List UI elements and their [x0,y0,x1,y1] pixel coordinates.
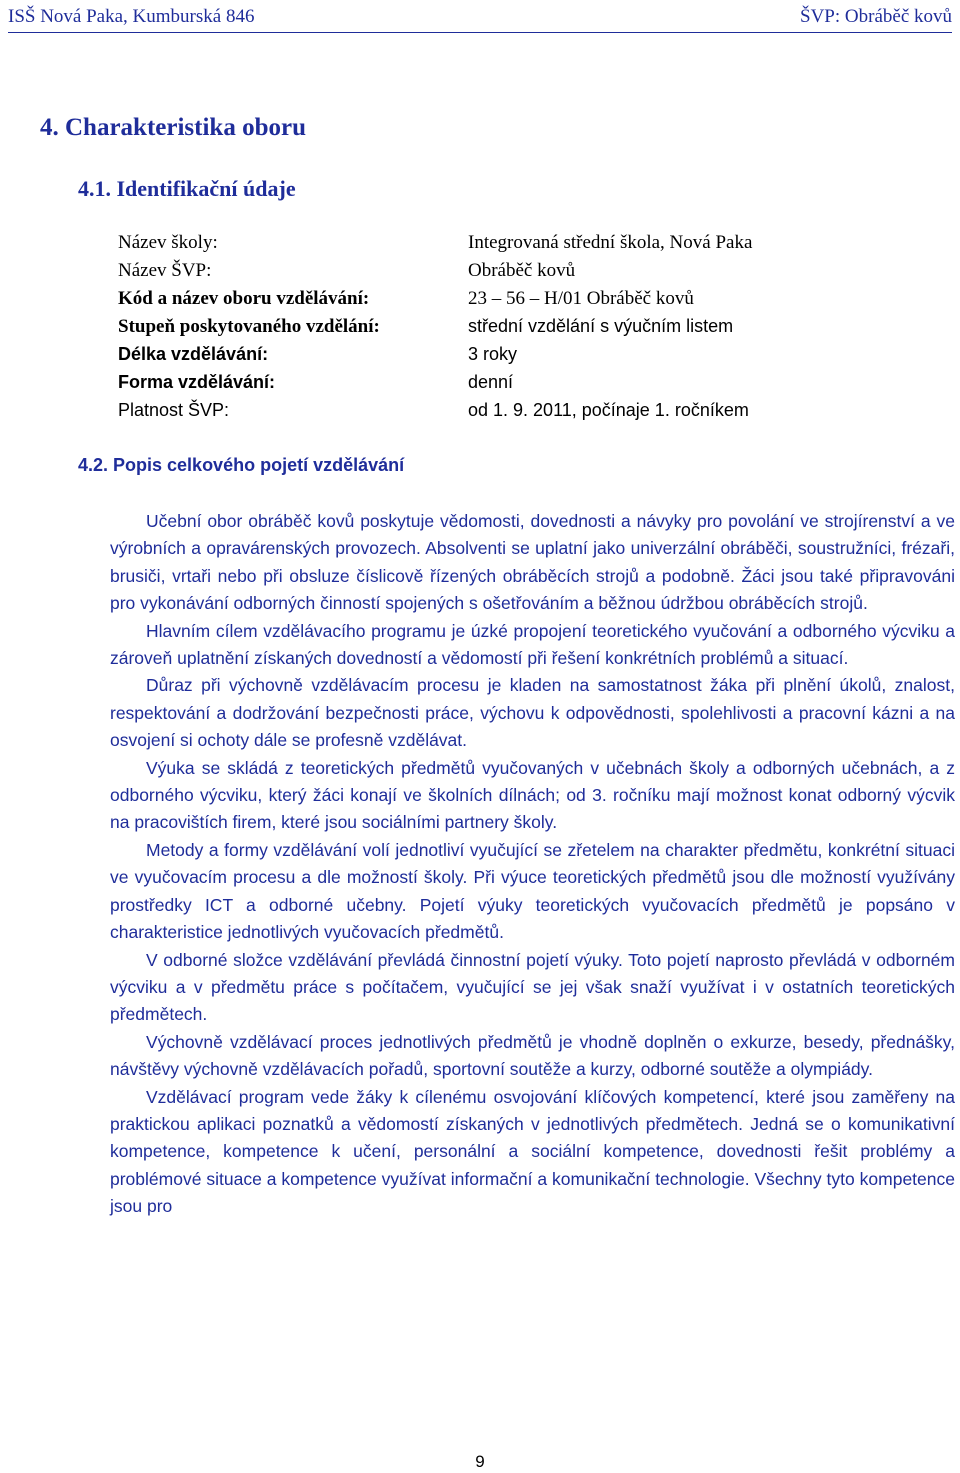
paragraph: Vzdělávací program vede žáky k cílenému osvojování klíčových kompetencí, které jsou zaměřeny na praktickou aplikaci poznatků a vědomostí získaných v jednotlivých předmětech. Jedná se o komunikativní kompetence, kompetence k učení, personální a sociální kompetence, dovednosti řešit problémy a problémové situace a kompetence využívat informační a komunikační technologie. Všechny tyto kompetence jsou pro [110,1086,955,1217]
paragraph: Učební obor obráběč kovů poskytuje vědomosti, dovednosti a návyky pro povolání ve strojírenství a ve výrobních a opravárenských provozech. Absolventi se uplatní jako univerzální obráběči, soustružníci, frézaři, brusiči, vrtaři nebo při obsluze číslicově řízených obráběcích strojů a podobně. Žáci jsou také připravováni pro vykonávání odborných činností spojených s ošetřováním a běžnou údržbou obráběcích strojů. [110,511,955,614]
id-row-validity [118,400,878,428]
id-label: Forma vzdělávání: [118,372,276,392]
body-text [110,508,955,1221]
header-program: ŠVP: Obráběč kovů [800,6,952,27]
id-label: Stupeň poskytovaného vzdělání: [118,316,380,337]
id-row-svp-name [118,260,878,288]
header-school: ISŠ Nová Paka, Kumburská 846 [8,6,255,27]
paragraph: Metody a formy vzdělávání volí jednotliví vyučující se zřetelem na charakter předmětu, konkrétní situaci ve vyučovacím procesu a dle možností školy. Při výuce teoretických předmětů jsou dle možností využívány prostředky ICT a odborné učebny. Pojetí výuky teoretických vyučovacích předmětů je popsáno v charakteristice jednotlivých vyučovacích předmětů. [110,839,955,943]
paragraph: Hlavním cílem vzdělávacího programu je úzké propojení teoretického vyučování a odborného výcviku a zároveň uplatnění získaných dovedností a vědomostí při řešení konkrétních problémů a situací. [110,620,955,669]
id-label: Platnost ŠVP: [118,400,230,420]
id-label: Kód a název oboru vzdělávání: [118,288,370,309]
id-row-field-code [118,288,878,316]
page-number: 9 [475,1452,485,1471]
id-value: 23 – 56 – H/01 Obráběč kovů [468,288,694,309]
paragraph: Důraz při výchovně vzdělávacím procesu je kladen na samostatnost žáka při plnění úkolů, znalost, respektování a dodržování bezpečnosti práce, výchovu k odpovědnosti, spolehlivosti a pracovní kázni a na osvojení si ochoty dále se profesně vzdělávat. [110,675,955,751]
id-row-form [118,372,878,400]
id-value: střední vzdělání s výučním listem [468,316,734,336]
id-value: Integrovaná střední škola, Nová Paka [468,232,753,253]
identification-table [118,232,878,428]
id-row-school-name [118,232,878,260]
id-value: od 1. 9. 2011, počínaje 1. ročníkem [468,400,749,420]
chapter-title: 4. Charakteristika oboru [40,114,306,141]
id-value: 3 roky [468,344,518,364]
id-row-education-level [118,316,878,344]
paragraph: Výuka se skládá z teoretických předmětů vyučovaných v učebnách školy a odborných učebnách, a z odborného výcviku, který žáci konají ve školních dílnách; od 3. ročníku mají možnost konat odborný výcvik na pracovištích firem, které jsou sociálními partnery školy. [110,757,955,833]
paragraph: Výchovně vzdělávací proces jednotlivých předmětů je vhodně doplněn o exkurze, besedy, přednášky, návštěvy výchovně vzdělávacích pořadů, sportovní soutěže a kurzy, odborné soutěže a olympiády. [110,1031,955,1080]
id-row-duration [118,344,878,372]
id-value: Obráběč kovů [468,260,576,281]
running-header [8,6,952,33]
id-label: Název ŠVP: [118,260,212,281]
id-label: Délka vzdělávání: [118,344,269,364]
paragraph: V odborné složce vzdělávání převládá činnostní pojetí výuky. Toto pojetí naprosto převládá v odborném výcviku a v předmětu práce s počítačem, vyučující se jej však snaží využívat i v ostatních teoretických předmětech. [110,949,955,1025]
id-label: Název školy: [118,232,218,253]
section-title-concept: 4.2. Popis celkového pojetí vzdělávání [78,455,405,475]
id-value: denní [468,372,514,392]
section-title-identification: 4.1. Identifikační údaje [78,176,296,201]
